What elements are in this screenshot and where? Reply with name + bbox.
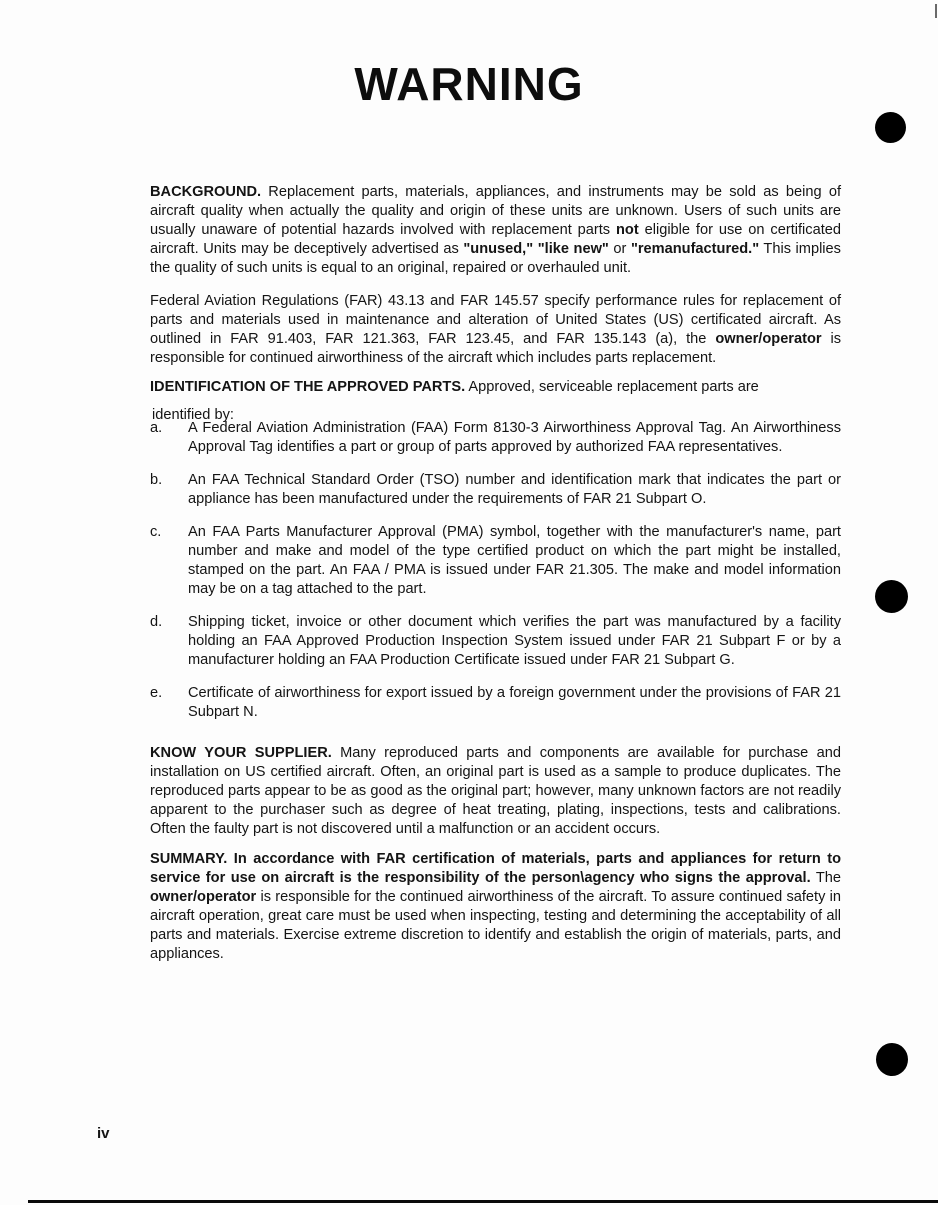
paragraph-know-your-supplier: KNOW YOUR SUPPLIER. Many reproduced parts and components are available for purchase and installation on US certified aircraft. Often, an original part is used as a sample to produce duplicates. The reproduced parts appear to be as good as the original part; however, many unknown factors are not readily apparent to the purchaser such as degree of heat treating, plating, inspections, tests and calibrations. Often the faulty part is not discovered until a malfunction or an accident occurs.: [150, 744, 841, 837]
list-item-text: Certificate of airworthiness for export issued by a foreign government under the provisions of FAR 21 Subpart N.: [188, 685, 841, 720]
list-item-text: An FAA Technical Standard Order (TSO) number and identification mark that indicates the part or appliance has been manufactured under the requirements of FAR 21 Subpart O.: [188, 472, 841, 507]
list-item-letter: c.: [150, 524, 162, 540]
list-item-letter: d.: [150, 614, 163, 630]
page-number: iv: [97, 1125, 110, 1142]
list-item: [150, 613, 841, 670]
list-item-text: A Federal Aviation Administration (FAA) Form 8130-3 Airworthiness Approval Tag. An Airworthiness Approval Tag identifies a part or group of parts approved by authorized FAA representatives.: [188, 420, 841, 455]
paragraph-background: BACKGROUND. Replacement parts, materials, appliances, and instruments may be sold as being of aircraft quality when actually the quality and origin of these units are unknown. Users of such units are usually unaware of potential hazards involved with replacement parts not eligible for use on certificated aircraft. Units may be deceptively advertised as "unused," "like new" or "remanufactured." This implies the quality of such units is equal to an original, repaired or overhauled unit.: [150, 183, 841, 276]
scan-edge-mark: [935, 4, 937, 18]
identified-by-line: identified by:: [152, 406, 234, 423]
paragraph-identification-heading: IDENTIFICATION OF THE APPROVED PARTS. Approved, serviceable replacement parts are: [150, 378, 759, 395]
list-item-text: Shipping ticket, invoice or other document which verifies the part was manufactured by a facility holding an FAA Approved Production Inspection System issued under FAR 21 Subpart F or by a manufacturer holding an FAA Production Certificate issued under FAR 21 Subpart G.: [188, 614, 841, 668]
page-title: WARNING: [354, 58, 584, 110]
punch-hole-dot: [875, 112, 906, 143]
list-item-letter: e.: [150, 685, 163, 701]
list-item: [150, 419, 841, 457]
list-item: [150, 523, 841, 599]
paragraph-summary: SUMMARY. In accordance with FAR certification of materials, parts and appliances for return to service for use on aircraft is the responsibility of the person\agency who signs the approval. The owner/operator is responsible for the continued airworthiness of the aircraft. To assure continued safety in aircraft operation, great care must be used when inspecting, testing and determining the acceptability of all parts and materials. Exercise extreme discretion to identify and establish the origin of materials, parts, and appliances.: [150, 850, 841, 962]
punch-hole-dot: [876, 1043, 908, 1076]
scan-edge-line: [28, 1200, 938, 1203]
list-item: [150, 684, 841, 722]
document-body: [150, 0, 841, 1205]
approved-parts-list: [150, 419, 841, 736]
list-item-letter: b.: [150, 472, 163, 488]
list-item-letter: a.: [150, 420, 163, 436]
paragraph-regulations: Federal Aviation Regulations (FAR) 43.13 and FAR 145.57 specify performance rules for replacement of parts and materials used in maintenance and alteration of United States (US) certificated aircraft. As outlined in FAR 91.403, FAR 121.363, FAR 123.45, and FAR 135.143 (a), the owner/operator is responsible for continued airworthiness of the aircraft which includes parts replacement.: [150, 292, 842, 366]
punch-hole-dot: [875, 580, 908, 613]
list-item-text: An FAA Parts Manufacturer Approval (PMA) symbol, together with the manufacturer's name, part number and make and model of the type certified product on which the part might be installed, stamped on the part. An FAA / PMA is issued under FAR 21.305. The make and model information may be on a tag attached to the part.: [188, 524, 841, 597]
list-item: [150, 471, 841, 509]
